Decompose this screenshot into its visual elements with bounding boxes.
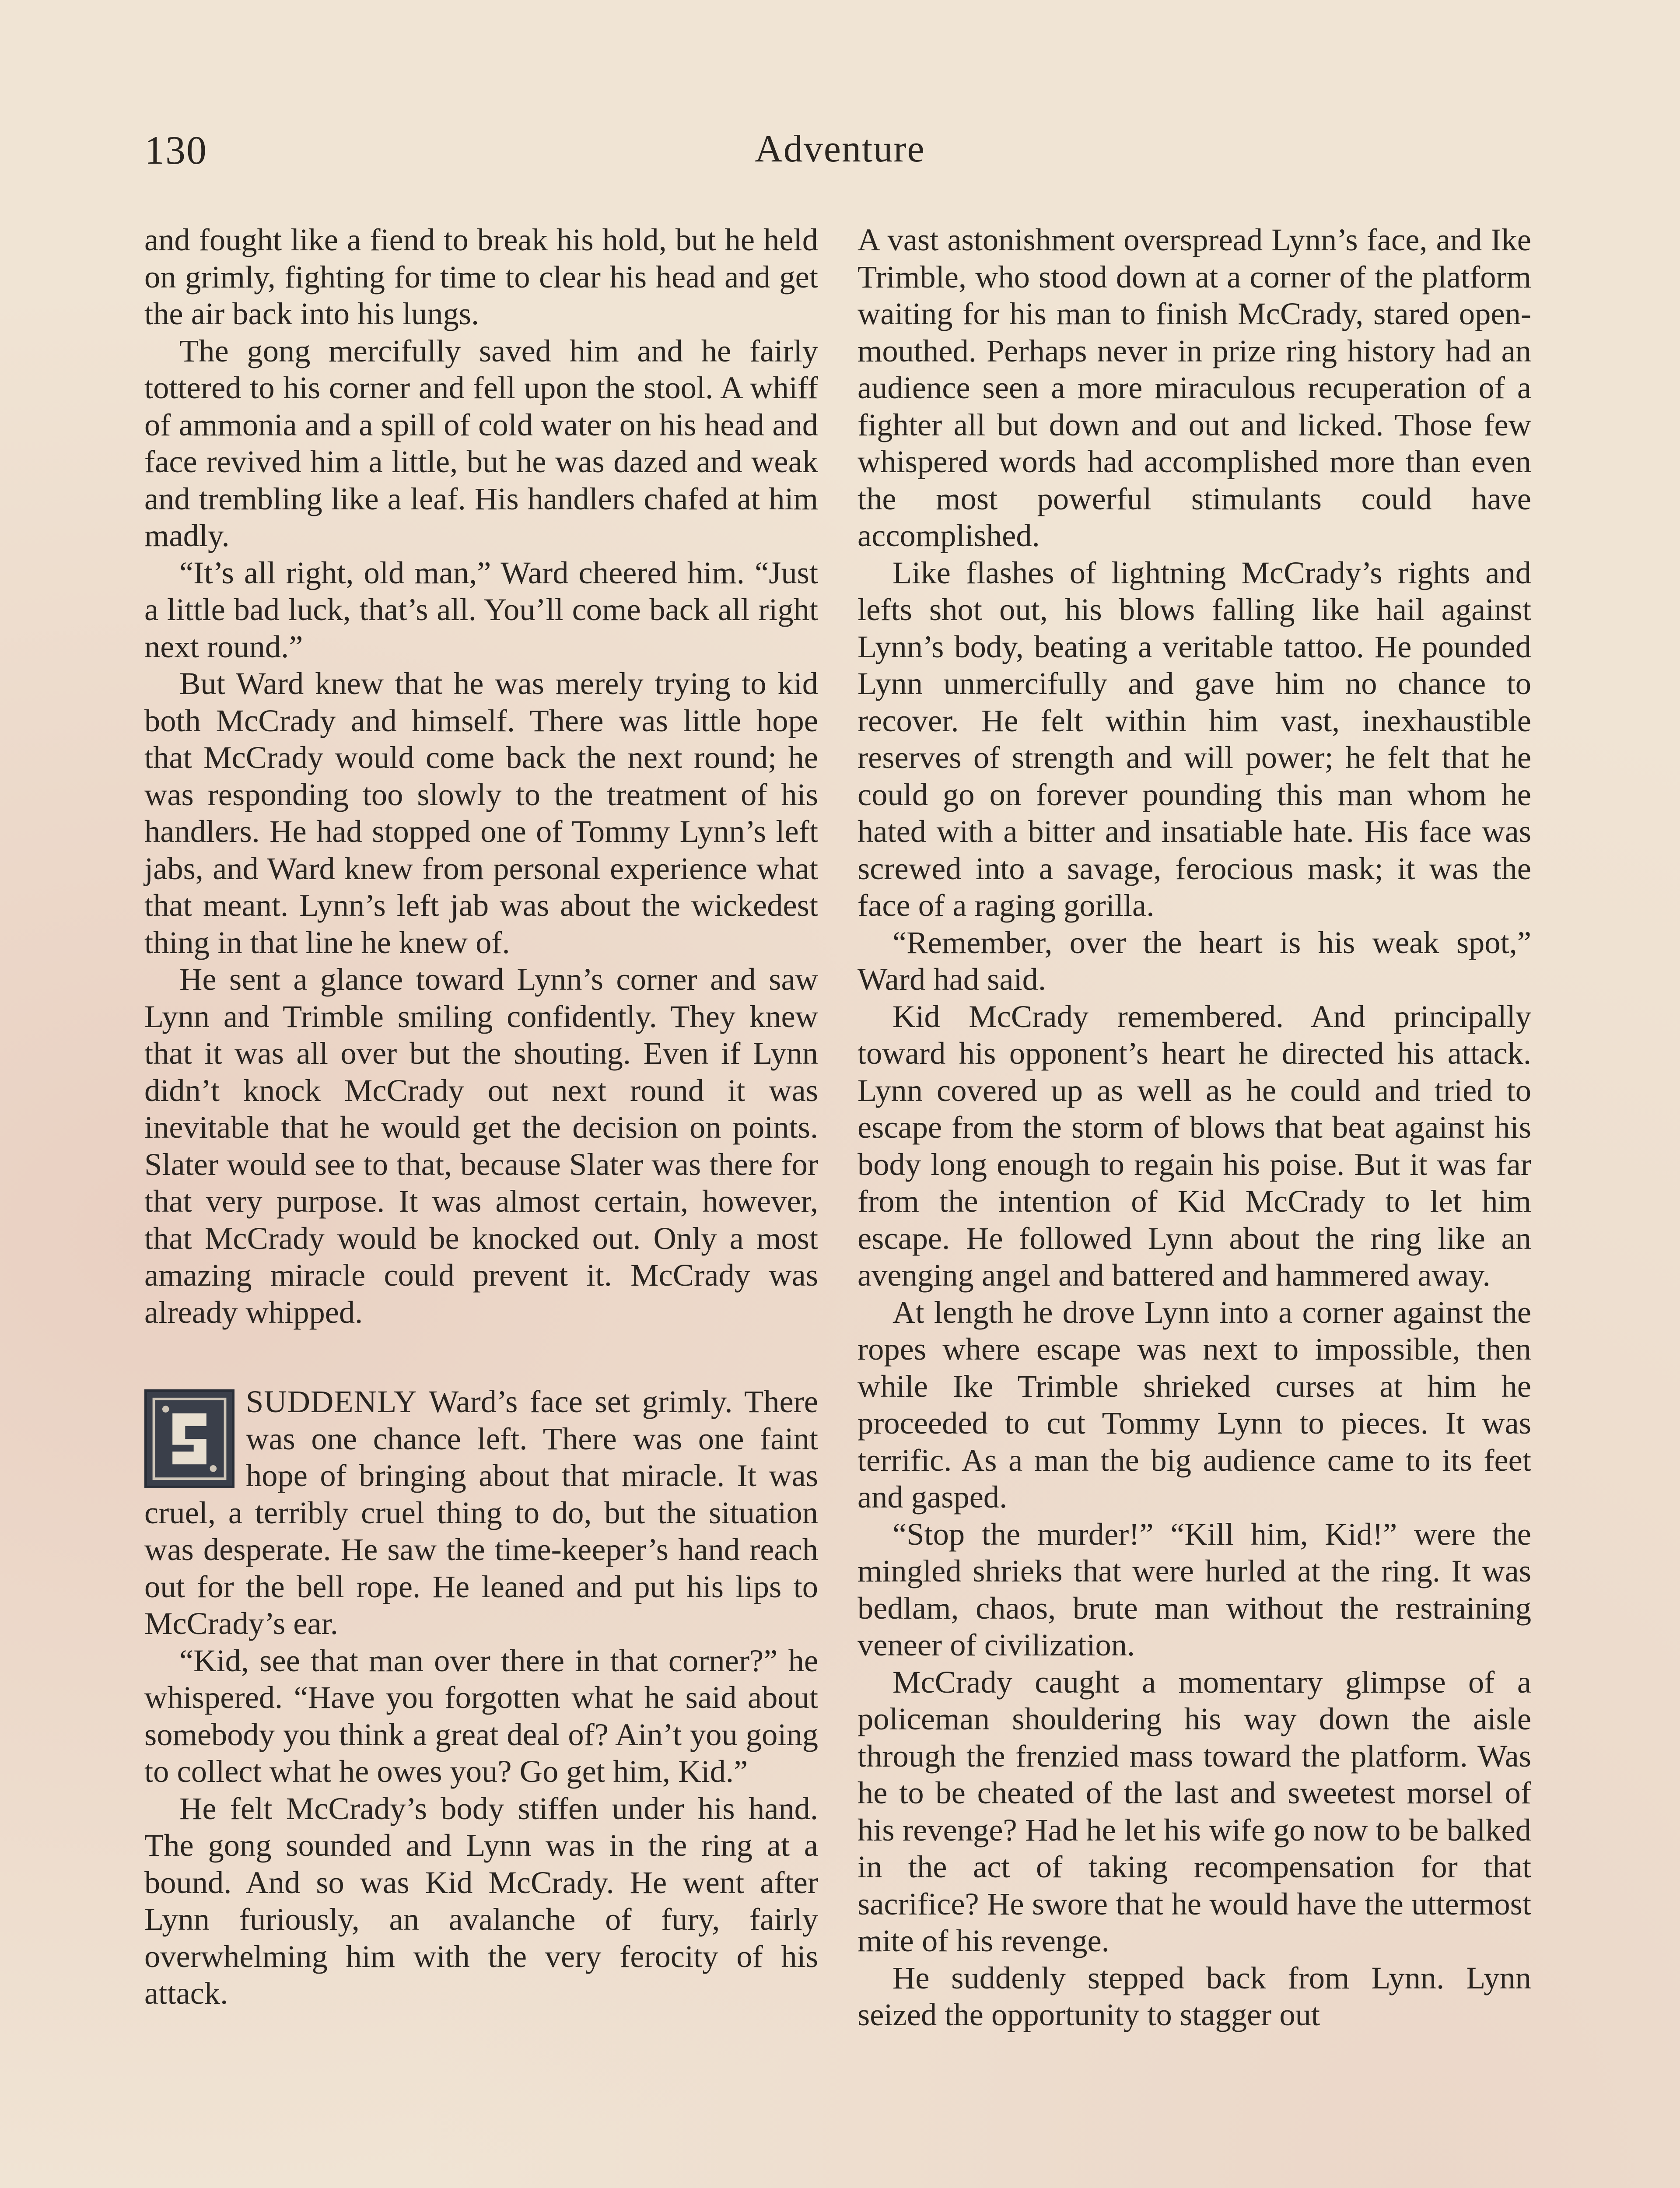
paragraph: “It’s all right, old man,” Ward cheered him. “Just a little bad luck, that’s all. You’ll come back all right next round.” xyxy=(144,554,818,664)
paragraph: At length he drove Lynn into a corner against the ropes where escape was next to impossible, then while Ike Trimble shrieked curses at him he proceeded to cut Tommy Lynn to pieces. It was terrific. As a man the big audience came to its feet and gasped. xyxy=(858,1294,1531,1515)
magazine-title: Adventure xyxy=(755,128,925,170)
paragraph: Like flashes of lightning McCrady’s rights and lefts shot out, his blows falling like hail against Lynn’s body, beating a veritable tattoo. He pounded Lynn unmercifully and gave him no chance to recover. He felt within him vast, inexhaustible reserves of strength and will power; he felt that he could go on forever pounding this man whom he hated with a bitter and insatiable hate. His face was screwed into a savage, ferocious mask; it was the face of a raging gorilla. xyxy=(858,554,1531,923)
left-column xyxy=(144,221,818,2012)
paragraph: A vast astonishment overspread Lynn’s face, and Ike Trimble, who stood down at a corner of the platform waiting for his man to finish McCrady, stared open-mouthed. Perhaps never in prize ring history had an audience seen a more miraculous recuperation of a fighter all but down and out and licked. Those few whispered words had accomplished more than even the most powerful stimulants could have accomplished. xyxy=(858,222,1531,553)
paragraph: “Kid, see that man over there in that corner?” he whispered. “Have you forgotten what he said about somebody you think a great deal of? Ain’t you going to collect what he owes you? Go get him, Kid.” xyxy=(144,1642,818,1789)
section-opening-paragraph xyxy=(144,1383,818,1642)
paragraph: “Stop the murder!” “Kill him, Kid!” were the mingled shrieks that were hurled at the ring. It was bedlam, chaos, brute man without the restraining veneer of civilization. xyxy=(858,1516,1531,1662)
paragraph: The gong mercifully saved him and he fairly tottered to his corner and fell upon the stool. A whiff of ammonia and a spill of cold water on his head and face revived him a little, but he was dazed and weak and trembling like a leaf. His handlers chafed at him madly. xyxy=(144,333,818,553)
paragraph: He sent a glance toward Lynn’s corner and saw Lynn and Trimble smiling confidently. They knew that it was all over but the shouting. Even if Lynn didn’t knock McCrady out next round it was inevitable that he would get the decision on points. Slater would see to that, because Slater was there for that very purpose. It was almost certain, however, that McCrady would be knocked out. Only a most amazing miracle could prevent it. McCrady was already whipped. xyxy=(144,961,818,1330)
section-lead-word: SUDDENLY xyxy=(246,1384,417,1419)
right-column xyxy=(858,221,1531,2034)
ornamental-initial-icon xyxy=(144,1389,234,1488)
paragraph: Kid McCrady remembered. And principally toward his opponent’s heart he directed his attack. Lynn covered up as well as he could and tried to escape from the storm of blows that beat against his body long enough to regain his poise. But it was far from the intention of Kid McCrady to let him escape. He followed Lynn about the ring like an avenging angel and battered and hammered away. xyxy=(858,998,1531,1293)
paragraph: McCrady caught a momentary glimpse of a policeman shouldering his way down the aisle through the frenzied mass toward the platform. Was he to be cheated of the last and sweetest morsel of his revenge? Had he let his wife go now to be balked in the act of taking recompensation for that sacrifice? He swore that he would have the uttermost mite of his revenge. xyxy=(858,1664,1531,1958)
section-text: Ward’s face set grimly. There was one chance left. There was one faint hope of bringing about that miracle. It was cruel, a terribly cruel thing to do, but the situation was desperate. He saw the time-keeper’s hand reach out for the bell rope. He leaned and put his lips to McCrady’s ear. xyxy=(144,1384,818,1641)
paragraph: “Remember, over the heart is his weak spot,” Ward had said. xyxy=(858,924,1531,997)
paragraph: But Ward knew that he was merely trying to kid both McCrady and himself. There was little hope that McCrady would come back the next round; he was responding too slowly to the treatment of his handlers. He had stopped one of Tommy Lynn’s left jabs, and Ward knew from personal experience what that meant. Lynn’s left jab was about the wickedest thing in that line he knew of. xyxy=(144,666,818,960)
running-head xyxy=(144,127,1536,179)
page-number: 130 xyxy=(144,128,207,172)
paragraph: and fought like a fiend to break his hold, but he held on grimly, fighting for time to clear his head and get the air back into his lungs. xyxy=(144,222,818,331)
paragraph: He suddenly stepped back from Lynn. Lynn seized the opportunity to stagger out xyxy=(858,1960,1531,2032)
paragraph: He felt McCrady’s body stiffen under his hand. The gong sounded and Lynn was in the ring at a bound. And so was Kid McCrady. He went after Lynn furiously, an avalanche of fury, fairly overwhelming him with the very ferocity of his attack. xyxy=(144,1790,818,2011)
